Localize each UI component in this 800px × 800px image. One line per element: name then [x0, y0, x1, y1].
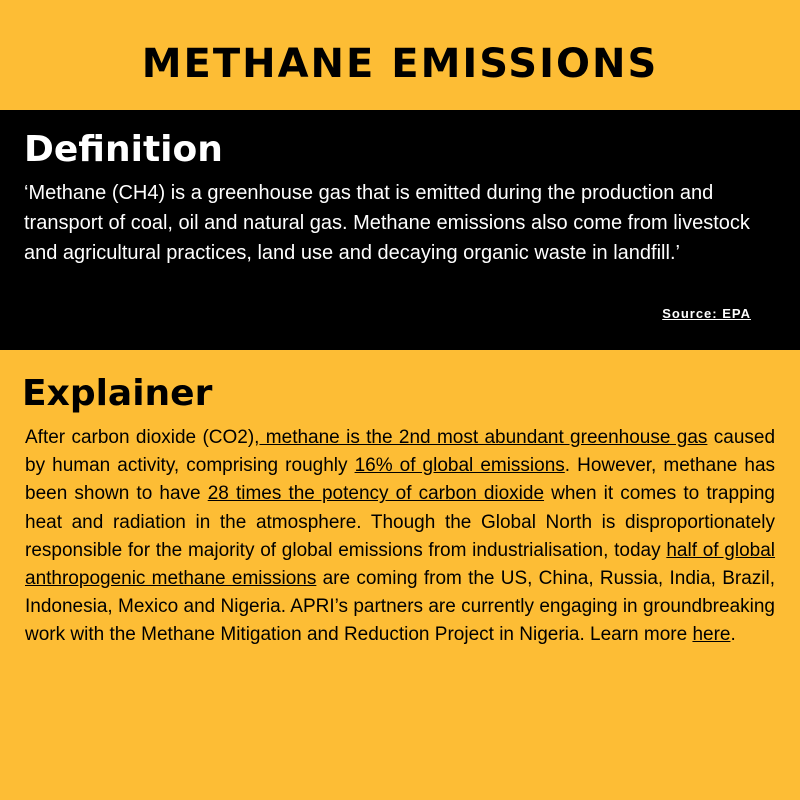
potency-link[interactable]: 28 times the potency of carbon dioxide: [207, 483, 545, 505]
definition-heading: Definition: [24, 129, 223, 170]
definition-text: ‘Methane (CH4) is a greenhouse gas that is emitted during the production and transport of coal, oil and natural gas. Methane emissions also come from livestock and agricultural practices, land use and decaying organic waste in landfill.’: [24, 182, 750, 264]
methane-abundance-link[interactable]: methane is the 2nd most abundant greenhouse gas: [259, 427, 708, 448]
explainer-text-segment: caused by human activity, comprising roughly: [25, 427, 776, 477]
learn-more-link[interactable]: here: [692, 624, 731, 646]
explainer-text-segment: After carbon dioxide (CO2),: [25, 427, 260, 448]
global-emissions-link[interactable]: 16% of global emissions: [354, 455, 565, 477]
anthropogenic-emissions-link[interactable]: half of global anthropogenic methane emissions: [25, 539, 775, 590]
explainer-text-segment: are coming from the US, China, Russia, India, Brazil, Indonesia, Mexico and Nigeria. APRI’s partners are currently engaging in groundbreaking work with the Methane Mitigation and Reduction Project in Nigeria. Learn more: [25, 568, 775, 646]
source-link[interactable]: Source: EPA: [662, 306, 751, 321]
explainer-text-segment: . However, methane has been shown to have: [25, 455, 776, 505]
explainer-text-segment: when it comes to trapping heat and radiation in the atmosphere. Though the Global North is disproportionately responsible for the majority of global emissions from industrialisation, today: [25, 483, 775, 561]
explainer-text: [25, 424, 775, 650]
explainer-heading: Explainer: [22, 373, 213, 414]
explainer-text-segment: .: [730, 624, 736, 646]
page-title: METHANE EMISSIONS: [141, 41, 659, 87]
definition-panel: [0, 110, 800, 350]
